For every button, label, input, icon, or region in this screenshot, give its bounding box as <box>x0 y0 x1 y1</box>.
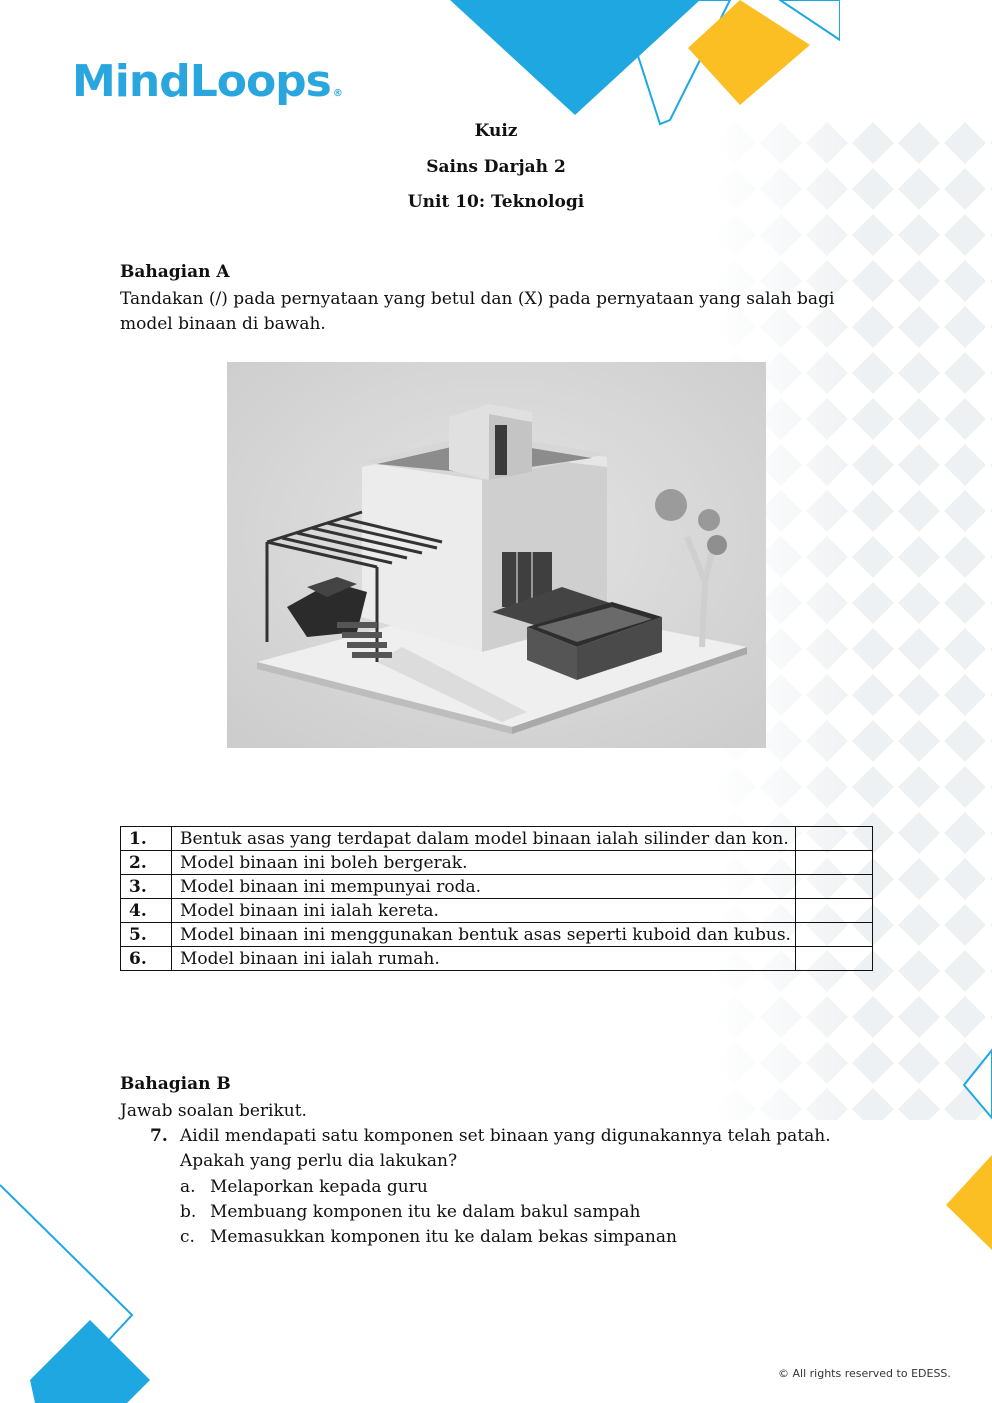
instruction-line-2: model binaan di bawah. <box>120 314 326 334</box>
registered-mark: ® <box>332 88 342 99</box>
option-letter-a: a. <box>180 1177 196 1197</box>
table-row <box>121 851 873 875</box>
house-model-image <box>227 362 766 748</box>
option-letter-c: c. <box>180 1227 195 1247</box>
option-a[interactable]: Melaporkan kepada guru <box>210 1177 428 1197</box>
question-line-1: Aidil mendapati satu komponen set binaan yang digunakannya telah patah. <box>180 1126 831 1146</box>
row-statement: Model binaan ini ialah kereta. <box>172 899 796 923</box>
row-number: 1. <box>121 827 172 851</box>
option-letter-b: b. <box>180 1202 197 1222</box>
answer-cell[interactable] <box>796 923 873 947</box>
logo-text-loops: Loops <box>189 56 331 107</box>
subject-title: Sains Darjah 2 <box>426 157 566 177</box>
row-number: 2. <box>121 851 172 875</box>
row-number: 3. <box>121 875 172 899</box>
table-row <box>121 947 873 971</box>
section-b-title: Bahagian B <box>120 1074 231 1094</box>
mindloops-logo <box>72 56 342 107</box>
answer-cell[interactable] <box>796 827 873 851</box>
table-row <box>121 923 873 947</box>
row-number: 6. <box>121 947 172 971</box>
table-row <box>121 875 873 899</box>
bottom-left-decoration <box>0 1180 160 1403</box>
question-line-2: Apakah yang perlu dia lakukan? <box>180 1151 458 1171</box>
answer-cell[interactable] <box>796 947 873 971</box>
row-statement: Model binaan ini boleh bergerak. <box>172 851 796 875</box>
true-false-table <box>120 826 873 971</box>
quiz-title: Kuiz <box>474 121 518 141</box>
instruction-line-1: Tandakan (/) pada pernyataan yang betul dan (X) pada pernyataan yang salah bagi <box>120 289 835 309</box>
answer-cell[interactable] <box>796 875 873 899</box>
unit-title: Unit 10: Teknologi <box>407 192 585 212</box>
row-statement: Model binaan ini menggunakan bentuk asas seperti kuboid dan kubus. <box>172 923 796 947</box>
answer-cell[interactable] <box>796 899 873 923</box>
row-statement: Model binaan ini ialah rumah. <box>172 947 796 971</box>
logo-text-mind: Mind <box>72 56 190 107</box>
row-number: 5. <box>121 923 172 947</box>
row-number: 4. <box>121 899 172 923</box>
table-row <box>121 899 873 923</box>
option-c[interactable]: Memasukkan komponen itu ke dalam bekas simpanan <box>210 1227 677 1247</box>
section-b-instruction: Jawab soalan berikut. <box>120 1101 307 1121</box>
right-decoration <box>940 1040 992 1270</box>
row-statement: Model binaan ini mempunyai roda. <box>172 875 796 899</box>
row-statement: Bentuk asas yang terdapat dalam model binaan ialah silinder dan kon. <box>172 827 796 851</box>
question-number: 7. <box>150 1126 168 1146</box>
option-b[interactable]: Membuang komponen itu ke dalam bakul sampah <box>210 1202 641 1222</box>
answer-cell[interactable] <box>796 851 873 875</box>
copyright-notice: © All rights reserved to EDESS. <box>778 1367 951 1380</box>
section-a-title: Bahagian A <box>120 262 230 282</box>
top-decoration <box>440 0 840 130</box>
table-row <box>121 827 873 851</box>
section-a-instruction <box>120 287 840 337</box>
